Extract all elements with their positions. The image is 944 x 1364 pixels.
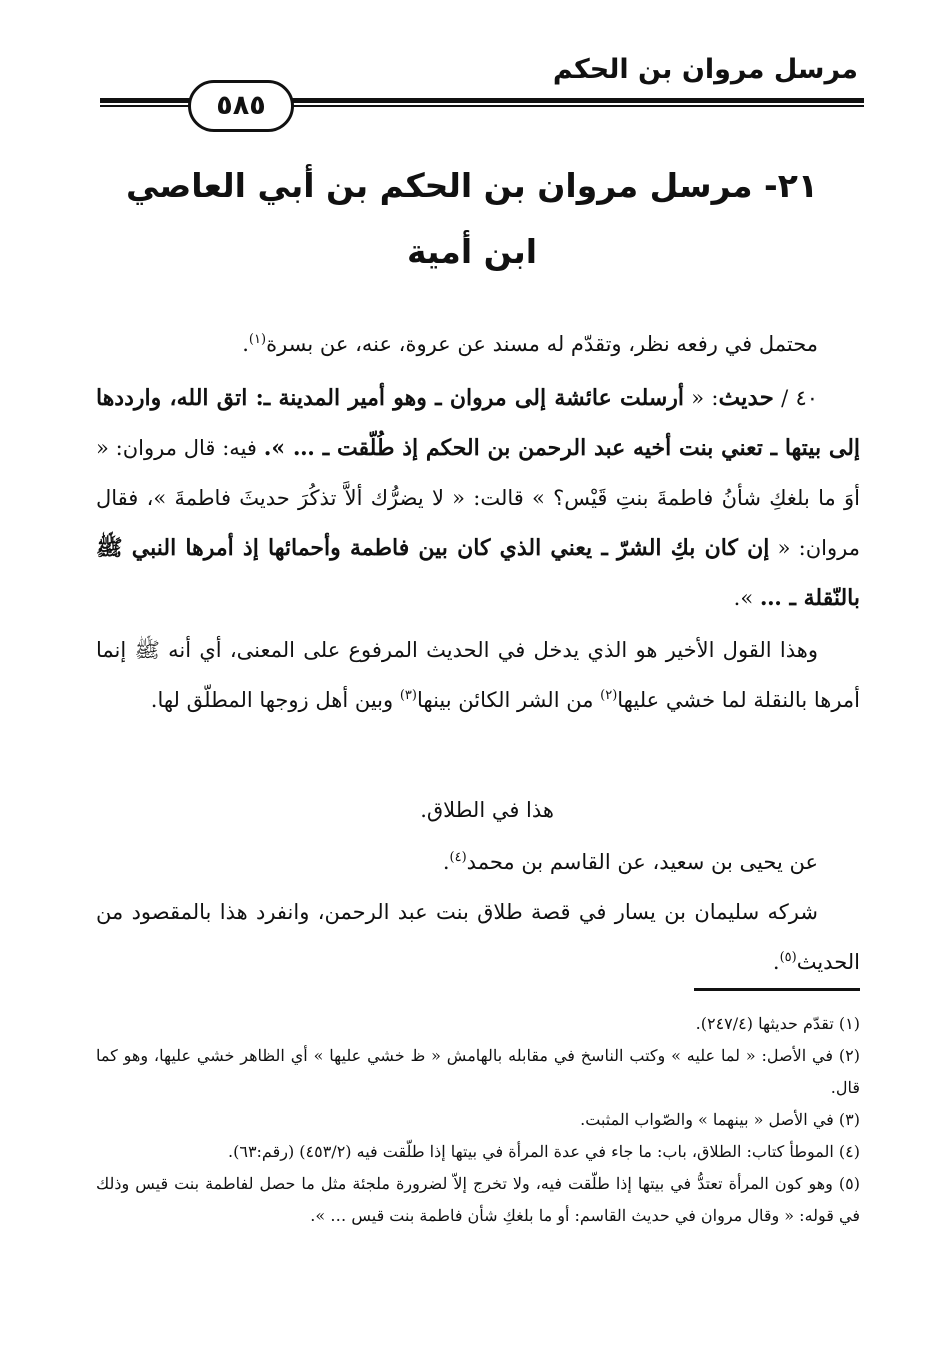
hadith-text-bold-1: أرسلت عائشة إلى مروان ـ وهو أمير المدينة ـ: اتق الله، وارددها إلى بيتها ـ تعني بنت أخيه عبد الرحمن بن الحكم إذ طُلّقت ـ … ». <box>96 385 861 461</box>
commentary-text-2: من الشر الكائن بينها <box>416 688 601 712</box>
chapter-title-line1: ٢١- مرسل مروان بن الحكم بن أبي العاصي <box>125 166 819 205</box>
hadith-text-bold-2: إن كان بكِ الشرّ ـ يعني الذي كان بين فاطمة وأحمائها إذ أمرها النبي ﷺ بالنّقلة ـ … <box>96 535 860 611</box>
hadith-number: ٤٠ / <box>773 386 818 410</box>
chapter-title-line2: ابن أمية <box>406 232 538 271</box>
footnote-3: (٣) في الأصل « بينهما » والصّواب المثبت. <box>580 1110 860 1129</box>
footnote-5: (٥) وهو كون المرأة تعتدُّ في بيتها إذا طلّقت فيه، ولا تخرج إلاّ لضرورة ملجئة مثل ما حصل لفاطمة بنت قيس وذلك في قوله: « وقال مروان في حديث القاسم: أو ما بلغكِ شأن فاطمة بنت قيس … ». <box>96 1174 860 1225</box>
hadith-text-2: فيه: قال مروان: « أوَ ما بلغكِ شأنُ فاطمةَ بنتِ قَيْس؟ » قالت: « لا يضرُّك ألاَّ تذكُرَ حديثَ فاطمةَ »، فقال مروان: « <box>96 436 860 560</box>
footnote-separator <box>694 988 860 991</box>
chain-text: عن يحيى بن سعيد، عن القاسم بن محمد <box>466 850 818 874</box>
footnote-4: (٤) الموطأ كتاب: الطلاق، باب: ما جاء في عدة المرأة في بيتها إذا طلّقت فيه (٤٥٣/٢) (رقم:٦٣). <box>228 1142 860 1161</box>
footnote-ref-5[interactable]: (٥) <box>779 950 797 965</box>
footnote-ref-1[interactable]: (١) <box>248 332 267 347</box>
commentary-text-3: وبين أهل زوجها المطلّق لها. <box>150 688 400 712</box>
footnotes <box>96 1008 860 1232</box>
intro-text: محتمل في رفعه نظر، وتقدّم له مسند عن عروة، عنه، عن بسرة <box>266 332 818 356</box>
intro-end: . <box>242 332 249 356</box>
partner-paragraph <box>96 887 860 987</box>
hadith-label: حديث <box>718 384 774 411</box>
running-title: مرسل مروان بن الحكم <box>552 54 858 85</box>
partner-end: . <box>772 950 780 974</box>
footnote-ref-3[interactable]: (٣) <box>399 688 417 703</box>
footnote-1: (١) تقدّم حديثها (٢٤٧/٤). <box>695 1014 860 1033</box>
intro-paragraph <box>96 319 860 369</box>
partner-text: شركه سليمان بن يسار في قصة طلاق بنت عبد الرحمن، وانفرد هذا بالمقصود من الحديث <box>96 900 860 974</box>
commentary-paragraph <box>96 625 860 725</box>
footnote-ref-4[interactable]: (٤) <box>449 850 467 865</box>
hadith-end: ». <box>733 586 760 610</box>
page-number: ٥٨٥ <box>188 80 294 132</box>
commentary-text-1: وهذا القول الأخير هو الذي يدخل في الحديث المرفوع على المعنى، أي أنه ﷺ إنما أمرها بالنقلة لما خشي عليها <box>96 638 860 712</box>
chain-end: . <box>442 850 450 874</box>
book-reference-line: هذا في الطلاق. <box>420 798 554 822</box>
hadith-colon: : « <box>684 386 719 410</box>
footnote-2: (٢) في الأصل: « لما عليه » وكتب الناسخ في مقابله بالهامش « ظ خشي عليها » أي الظاهر خشي عليها، وهو كما قال. <box>96 1046 860 1097</box>
hadith-paragraph <box>96 373 860 623</box>
chain-paragraph <box>96 837 860 887</box>
footnote-ref-2[interactable]: (٢) <box>600 688 618 703</box>
